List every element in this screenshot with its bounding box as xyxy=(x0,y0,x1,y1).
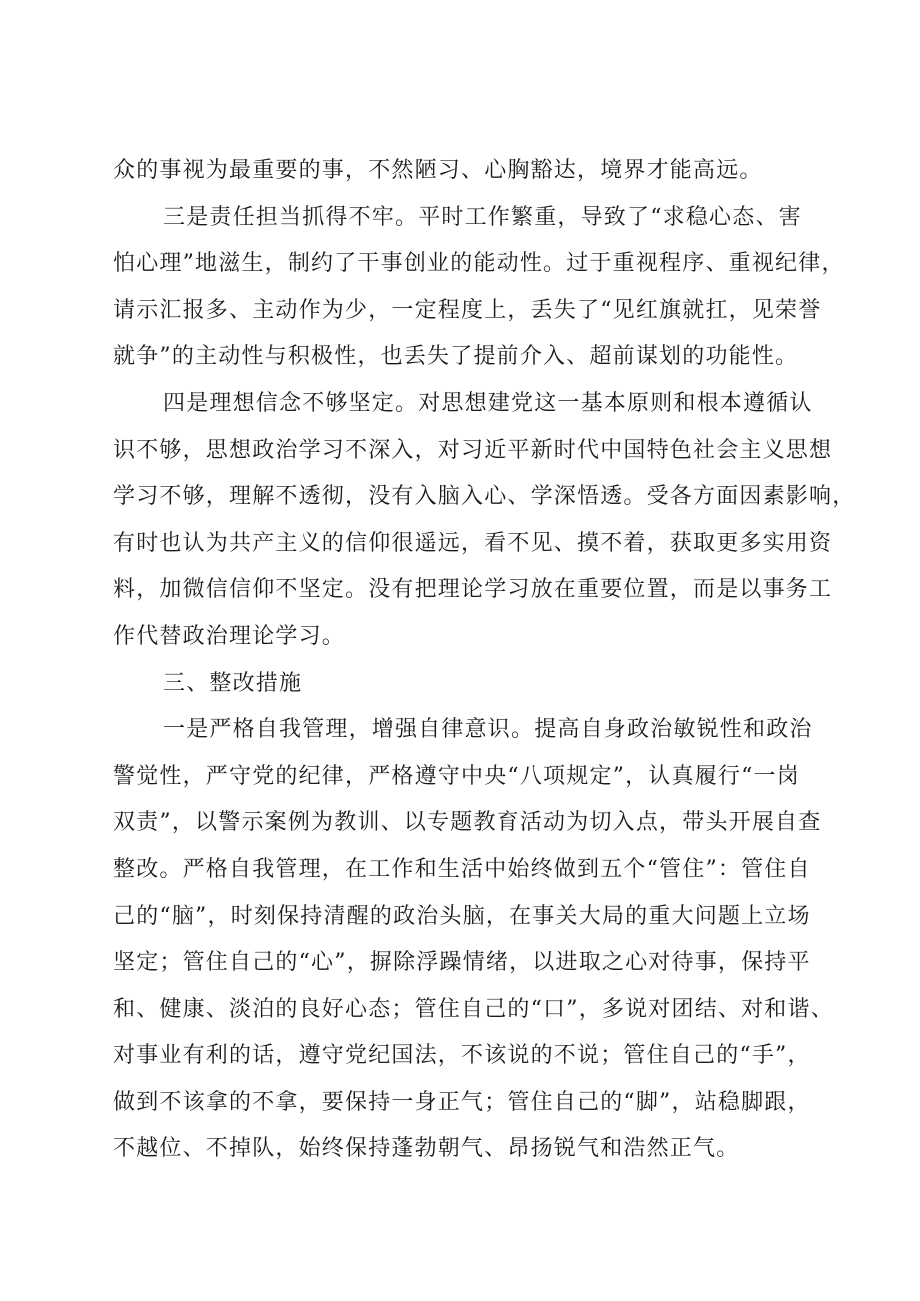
text-line: 做到不该拿的不拿，要保持一身正气；管住自己的“脚”，站稳脚跟， xyxy=(113,1089,811,1115)
text-line: 请示汇报多、主动作为少，一定程度上，丢失了“见红旗就扛，见荣誉 xyxy=(113,297,822,323)
text-line: 学习不够，理解不透彻，没有入脑入心、学深悟透。受各方面因素影响， xyxy=(113,484,856,510)
text-line: 整改。严格自我管理，在工作和生活中始终做到五个“管住”：管住自 xyxy=(113,856,811,882)
paragraph-first-line: 三是责任担当抓得不牢。平时工作繁重，导致了“求稳心态、害 xyxy=(163,204,802,230)
paragraph-first-line: 四是理想信念不够坚定。对思想建党这一基本原则和根本遵循认 xyxy=(163,390,813,416)
paragraph-first-line: 一是严格自我管理，增强自律意识。提高自身政治敏锐性和政治 xyxy=(163,717,813,743)
text-line: 作代替政治理论学习。 xyxy=(113,623,346,649)
text-line: 就争”的主动性与积极性，也丢失了提前介入、超前谋划的功能性。 xyxy=(113,344,799,370)
text-line: 怕心理”地滋生，制约了干事创业的能动性。过于重视程序、重视纪律， xyxy=(113,251,845,277)
text-line: 对事业有利的话，遵守党纪国法，不该说的不说；管住自己的“手”， xyxy=(113,1043,811,1069)
document-body xyxy=(113,148,856,1173)
text-line: 有时也认为共产主义的信仰很遥远，看不见、摸不着，获取更多实用资 xyxy=(113,530,833,556)
text-line: 料，加微信信仰不坚定。没有把理论学习放在重要位置，而是以事务工 xyxy=(113,577,833,603)
text-line: 识不够，思想政治学习不深入，对习近平新时代中国特色社会主义思想 xyxy=(113,437,833,463)
text-line: 不越位、不掉队，始终保持蓬勃朝气、昂扬锐气和浩然正气。 xyxy=(113,1136,740,1162)
text-line: 己的“脑”，时刻保持清醒的政治头脑，在事关大局的重大问题上立场 xyxy=(113,903,811,929)
text-line: 双责”，以警示案例为教训、以专题教育活动为切入点，带头开展自查 xyxy=(113,810,822,836)
text-line: 众的事视为最重要的事，不然陋习、心胸豁达，境界才能高远。 xyxy=(113,158,763,183)
section-heading: 三、整改措施 xyxy=(163,670,303,696)
text-line: 坚定；管住自己的“心”，摒除浮躁情绪，以进取之心对待事，保持平 xyxy=(113,950,811,976)
text-line: 警觉性，严守党的纪律，严格遵守中央“八项规定”，认真履行“一岗 xyxy=(113,763,800,789)
text-line: 和、健康、淡泊的良好心态；管住自己的“口”，多说对团结、对和谐、 xyxy=(113,996,834,1022)
